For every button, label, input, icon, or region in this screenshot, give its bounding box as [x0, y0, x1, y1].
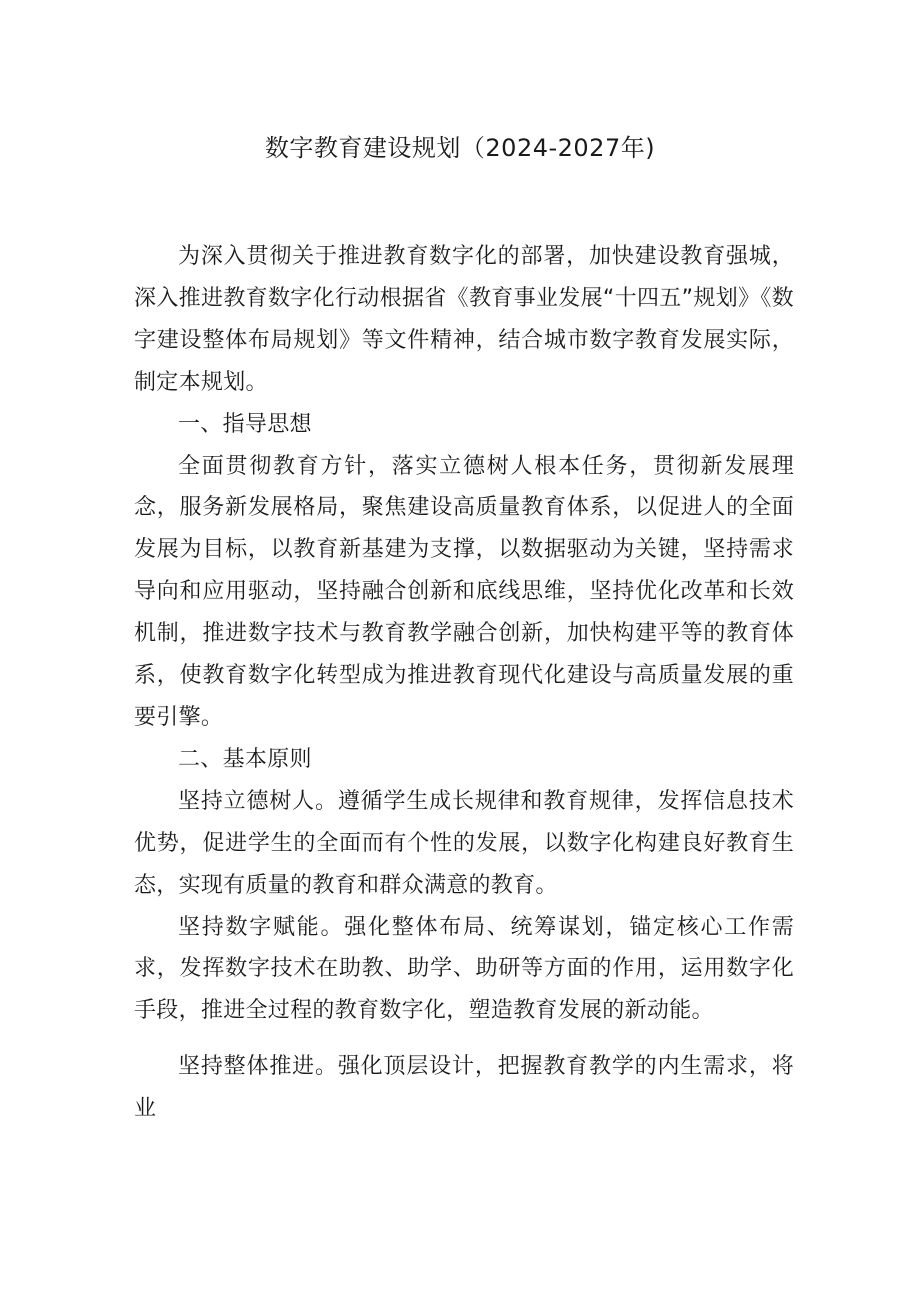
principle-paragraph-digital-empowerment: 坚持数字赋能。强化整体布局、统筹谋划，锚定核心工作需求，发挥数字技术在助教、助学、助研等方面的作用，运用数字化手段，推进全过程的教育数字化，塑造教育发展的新动能。 — [134, 914, 794, 1024]
document-title: 数字教育建设规划（2024-2027年) — [264, 134, 656, 162]
section-heading-guiding-ideology: 一、指导思想 — [178, 411, 312, 437]
section-heading-basic-principles: 二、基本原则 — [178, 746, 312, 772]
principle-paragraph-moral-education: 坚持立德树人。遵循学生成长规律和教育规律，发挥信息技术优势，促进学生的全面而有个性的发展，以数字化构建良好教育生态，实现有质量的教育和群众满意的教育。 — [134, 788, 794, 898]
document-body — [134, 236, 794, 1130]
paragraph-gap — [134, 1032, 794, 1046]
intro-paragraph: 为深入贯彻关于推进教育数字化的部署，加快建设教育强城，深入推进教育数字化行动根据省《教育事业发展“十四五”规划》《数字建设整体布局规划》等文件精神，结合城市数字教育发展实际，制定本规划。 — [134, 244, 794, 395]
principle-paragraph-overall-advancement: 坚持整体推进。强化顶层设计，把握教育教学的内生需求，将业 — [134, 1054, 794, 1122]
guiding-ideology-paragraph: 全面贯彻教育方针，落实立德树人根本任务，贯彻新发展理念，服务新发展格局，聚焦建设高质量教育体系，以促进人的全面发展为目标，以教育新基建为支撑，以数据驱动为关键，坚持需求导向和应用驱动，坚持融合创新和底线思维，坚持优化改革和长效机制，推进数字技术与教育教学融合创新，加快构建平等的教育体系，使教育数字化转型成为推进教育现代化建设与高质量发展的重要引擎。 — [134, 453, 794, 730]
